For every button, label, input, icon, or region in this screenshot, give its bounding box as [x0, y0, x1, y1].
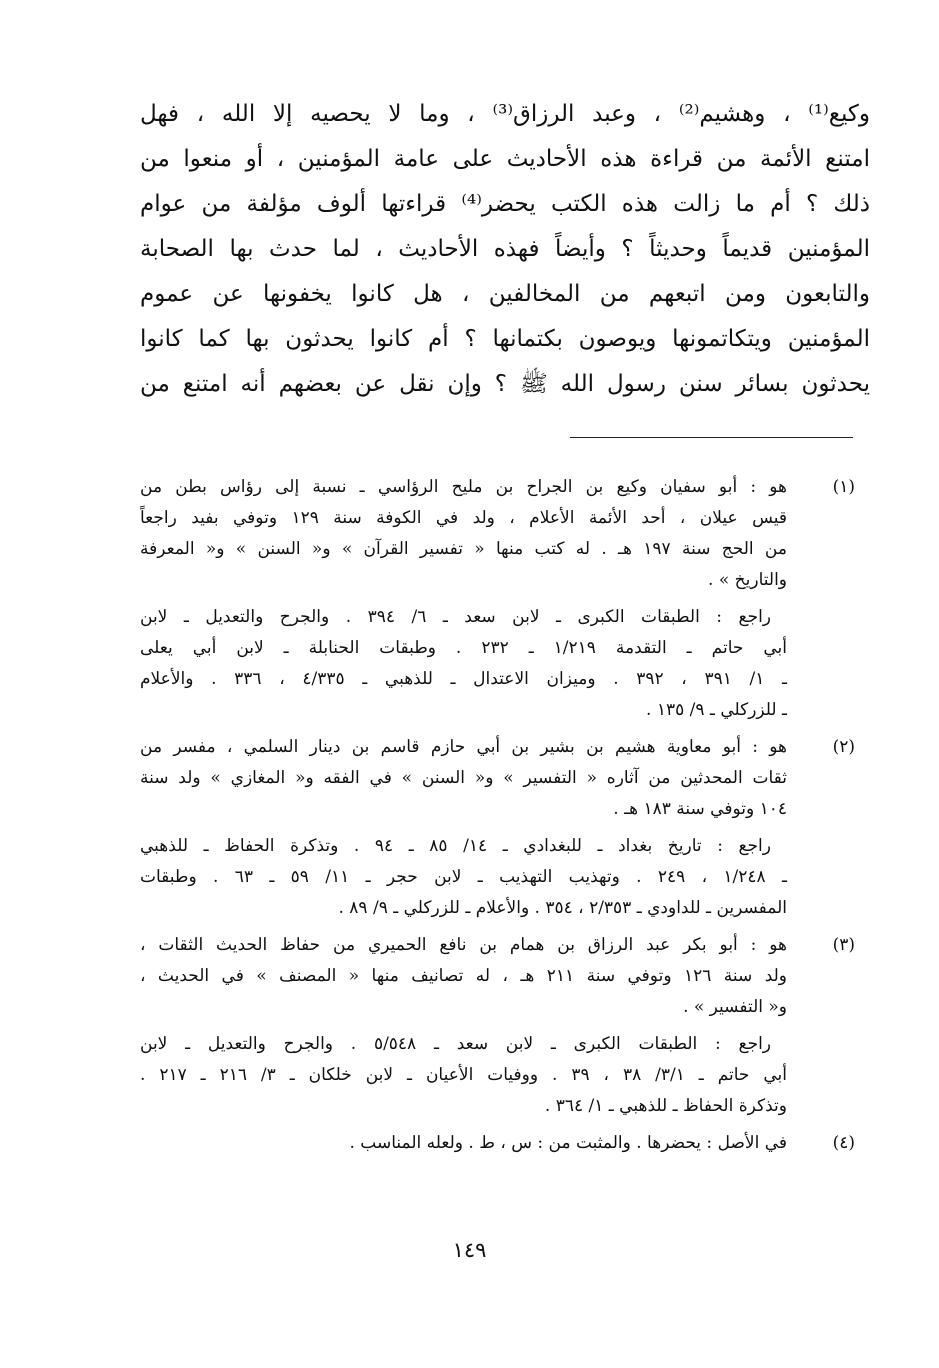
footnote-line: في الأصل : يحضرها . والمثبت من : س ، ط . ولعله المناسب . — [349, 1133, 787, 1153]
main-text-line: امتنع الأئمة من قراءة هذه الأحاديث على عامة المؤمنين ، أو منعوا من — [140, 146, 870, 172]
footnote-line: ١٠٤ وتوفي سنة ١٨٣ هـ . — [613, 799, 787, 819]
footnote-number: (٢) — [832, 737, 855, 757]
footnote-reference-line: راجع : الطبقات الكبرى ـ لابن سعد ـ ٦/ ٣٩٤ . والجرح والتعديل ـ لابن — [140, 607, 772, 627]
main-text-line: المؤمنين قديماً وحديثاً ؟ وأيضاً فهذه الأحاديث ، لما حدث بها الصحابة — [140, 236, 870, 262]
footnote-reference-line: راجع : تاريخ بغداد ـ للبغدادي ـ ١٤/ ٨٥ ـ ٩٤ . وتذكرة الحفاظ ـ للذهبي — [140, 836, 771, 856]
footnote-1 — [140, 472, 855, 726]
footnote-3 — [140, 930, 855, 1122]
main-text-line: وكيع⁽¹⁾ ، وهشيم⁽²⁾ ، وعبد الرزاق⁽³⁾ ، وما لا يحصيه إلا الله ، فهل — [140, 101, 870, 127]
footnote-line: هو : أبو سفيان وكيع بن الجراح بن مليح الرؤاسي ـ نسبة إلى رؤاس بطن من — [140, 477, 787, 497]
main-text-line: ذلك ؟ أم ما زالت هذه الكتب يحضر⁽⁴⁾ قراءتها ألوف مؤلفة من عوام — [140, 191, 871, 217]
footnote-line: والتاريخ » . — [708, 570, 787, 590]
footnote-2 — [140, 732, 855, 924]
footnote-reference-line: ـ ١/ ٣٩١ ، ٣٩٢ . وميزان الاعتدال ـ للذهبي ـ ٤/٣٣٥ ، ٣٣٦ . والأعلام — [140, 669, 788, 689]
footnote-reference-line: المفسرين ـ للداودي ـ ٢/٣٥٣ ، ٣٥٤ . والأعلام ـ للزركلي ـ ٩/ ٨٩ . — [338, 898, 787, 918]
footnote-line: قيس عيلان ، أحد الأئمة الأعلام ، ولد في الكوفة سنة ١٢٩ وتوفي بفيد راجعاً — [140, 508, 788, 528]
footnote-line: هو : أبو بكر عبد الرزاق بن همام بن نافع الحميري من حفاظ الحديث الثقات ، — [140, 935, 787, 955]
page-number: ١٤٩ — [452, 1238, 487, 1262]
footnote-reference-line: ـ للزركلي ـ ٩/ ١٣٥ . — [646, 700, 787, 720]
footnote-line: من الحج سنة ١٩٧ هـ . له كتب منها « تفسير القرآن » و« السنن » و« المعرفة — [140, 539, 787, 559]
footnote-line: ثقات المحدثين من آثاره « التفسير » و« السنن » في الفقه و« المغازي » ولد سنة — [140, 768, 787, 788]
footnote-number: (٤) — [832, 1133, 855, 1153]
footnote-number: (٣) — [832, 935, 855, 955]
footnotes — [140, 472, 855, 1159]
footnote-reference-line: وتذكرة الحفاظ ـ للذهبي ـ ١/ ٣٦٤ . — [544, 1096, 787, 1116]
footnote-line: و« التفسير » . — [683, 997, 787, 1017]
footnote-reference-line: ـ ١/٢٤٨ ، ٢٤٩ . وتهذيب التهذيب ـ لابن حجر ـ ١١/ ٥٩ ـ ٦٣ . وطبقات — [140, 867, 788, 887]
footnote-4 — [140, 1128, 855, 1159]
main-text-line: والتابعون ومن اتبعهم من المخالفين ، هل كانوا يخفونها عن عموم — [140, 281, 870, 307]
footnote-line: ولد سنة ١٢٦ وتوفي سنة ٢١١ هـ ، له تصانيف منها « المصنف » في الحديث ، — [140, 966, 788, 986]
footnote-reference-line: أبي حاتم ـ التقدمة ١/٢١٩ ـ ٢٣٢ . وطبقات الحنابلة ـ لابن أبي يعلى — [140, 638, 787, 658]
footnote-number: (١) — [832, 477, 855, 497]
footnote-separator — [570, 437, 853, 438]
footnote-line: هو : أبو معاوية هشيم بن بشير بن أبي حازم قاسم بن دينار السلمي ، مفسر من — [140, 737, 787, 757]
footnote-reference-line: أبي حاتم ـ ٣/١/ ٣٨ ، ٣٩ . ووفيات الأعيان ـ لابن خلكان ـ ٣/ ٢١٦ ـ ٢١٧ . — [140, 1065, 787, 1085]
main-text-line: المؤمنين ويتكاتمونها ويوصون بكتمانها ؟ أم كانوا يحدثون بها كما كانوا — [140, 326, 870, 352]
footnote-reference-line: راجع : الطبقات الكبرى ـ لابن سعد ـ ٥/٥٤٨ . والجرح والتعديل ـ لابن — [140, 1034, 772, 1054]
main-text — [140, 92, 870, 407]
main-text-line: يحدثون بسائر سنن رسول الله ﷺ ؟ وإن نقل عن بعضهم أنه امتنع من — [140, 371, 870, 397]
